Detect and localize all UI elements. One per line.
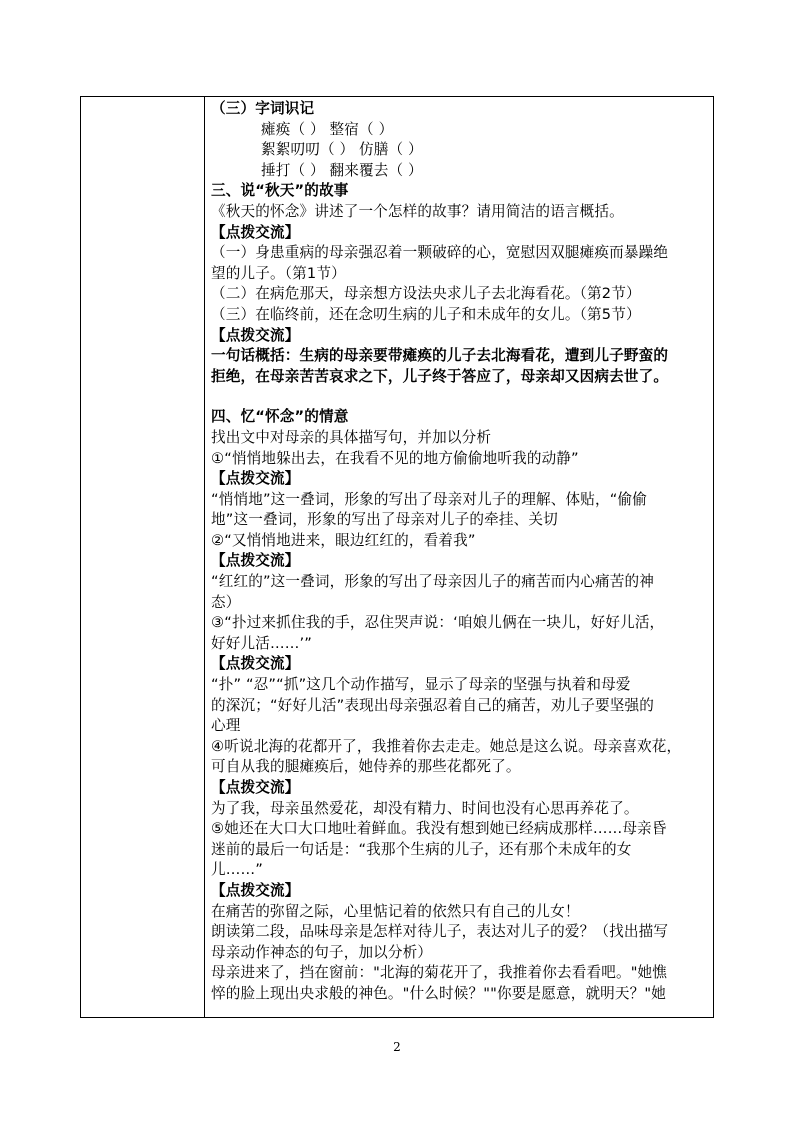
- text-line: 母亲动作神态的句子，加以分析）: [211, 943, 433, 961]
- text-line: ②“又悄悄地进来，眼边红红的，看着我”: [211, 531, 476, 549]
- text-line: 朗读第二段，品味母亲是怎样对待儿子，表达对儿子的爱？（找出描写: [211, 923, 669, 941]
- text-line: 【点拨交流】: [211, 552, 300, 570]
- text-line: 【点拨交流】: [211, 779, 300, 796]
- text-line: ④听说北海的花都开了，我推着你去走走。她总是这么说。母亲喜欢花，: [211, 737, 682, 755]
- text-line: 捶打（ ） 翻来覆去（ ）: [261, 161, 423, 179]
- text-line: 三、说“秋天”的故事: [211, 182, 349, 200]
- text-line: （三）字词识记: [211, 100, 315, 117]
- text-line: “红红的”这一叠词，形象的写出了母亲因儿子的痛苦而内心痛苦的神: [211, 573, 654, 591]
- text-line: 可自从我的腿瘫痪后，她侍养的那些花都死了。: [211, 758, 521, 776]
- text-line: 母亲进来了，挡在窗前："北海的菊花开了，我推着你去看看吧。"她憔: [211, 964, 668, 982]
- text-line: 一句话概括：生病的母亲要带瘫痪的儿子去北海看花，遭到儿子野蛮的: [211, 347, 669, 365]
- text-line: 悴的脸上现出央求般的神色。"什么时候？""你要是愿意，就明天？"她: [211, 984, 667, 1002]
- text-line: 瘫痪（ ） 整宿（ ）: [261, 120, 394, 138]
- page-number: 2: [393, 1040, 401, 1054]
- text-line: 《秋天的怀念》讲述了一个怎样的故事？请用简洁的语言概括。: [211, 202, 624, 220]
- text-line: 【点拨交流】: [211, 326, 300, 344]
- text-line: 【点拨交流】: [211, 470, 300, 488]
- text-line: 迷前的最后一句话是：“我那个生病的儿子，还有那个未成年的女: [211, 840, 632, 858]
- text-line: 态）: [211, 593, 241, 611]
- text-line: ①“悄悄地躲出去，在我看不见的地方偷偷地听我的动静”: [211, 449, 579, 467]
- column-divider: [204, 97, 205, 1017]
- text-line: （三）在临终前，还在念叨生病的儿子和未成年的女儿。（第5节）: [211, 305, 641, 323]
- text-line: 为了我，母亲虽然爱花，却没有精力、时间也没有心思再养花了。: [211, 799, 639, 817]
- text-line: 【点拨交流】: [211, 223, 300, 241]
- text-line: “悄悄地”这一叠词，形象的写出了母亲对儿子的理解、体贴，“偷偷: [211, 490, 647, 508]
- text-line: 絮絮叨叨（ ） 仿膳（ ）: [261, 141, 423, 159]
- text-line: 四、忆“怀念”的情意: [211, 408, 349, 426]
- text-line: 儿……”: [211, 861, 263, 879]
- text-line: 的深沉；“好好儿活”表现出母亲强忍着自己的痛苦，劝儿子要坚强的: [211, 696, 654, 714]
- text-line: 心理: [211, 717, 241, 735]
- text-line: ⑤她还在大口大口地吐着鲜血。我没有想到她已经病成那样……母亲昏: [211, 820, 667, 838]
- text-line: 【点拨交流】: [211, 655, 300, 673]
- text-line: 在痛苦的弥留之际，心里惦记着的依然只有自己的儿女！: [211, 902, 580, 920]
- text-line: “扑” “忍”“抓”这几个动作描写，显示了母亲的坚强与执着和母爱: [211, 676, 631, 694]
- text-line: 拒绝，在母亲苦苦哀求之下，儿子终于答应了，母亲却又因病去世了。: [211, 367, 669, 385]
- content-cell: [211, 99, 709, 1005]
- blank-line: [211, 387, 709, 407]
- text-line: 地”这一叠词，形象的写出了母亲对儿子的牵挂、关切: [211, 511, 558, 529]
- text-line: 好好儿活……’”: [211, 634, 312, 652]
- text-line: 望的儿子。（第1节）: [211, 264, 346, 282]
- lesson-table: [80, 96, 714, 1018]
- text-line: ③“扑过来抓住我的手，忍住哭声说：‘咱娘儿俩在一块儿，好好儿活，: [211, 614, 665, 632]
- text-line: （二）在病危那天，母亲想方设法央求儿子去北海看花。（第2节）: [211, 285, 641, 303]
- text-line: 找出文中对母亲的具体描写句，并加以分析: [211, 428, 492, 446]
- text-line: （一）身患重病的母亲强忍着一颗破碎的心，宽慰因双腿瘫痪而暴躁绝: [211, 244, 669, 262]
- text-line: 【点拨交流】: [211, 881, 300, 899]
